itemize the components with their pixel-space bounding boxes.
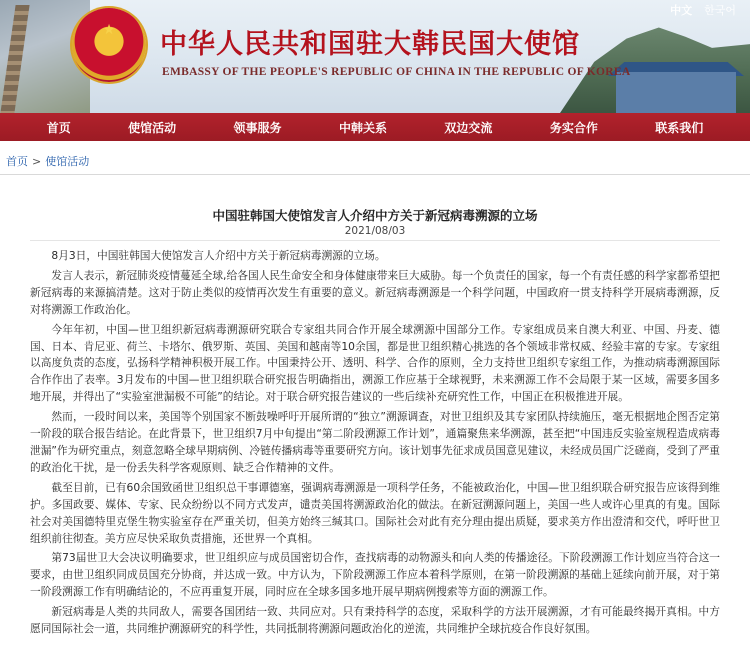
nav-item-practical-cooperation[interactable]: 务实合作 xyxy=(549,120,598,135)
site-title-en: EMBASSY OF THE PEOPLE'S REPUBLIC OF CHINA IN THE REPUBLIC OF KOREA xyxy=(162,66,631,78)
breadcrumb-divider xyxy=(0,174,750,175)
language-switcher xyxy=(670,2,736,18)
lang-korean-link[interactable]: 한국어 xyxy=(704,4,736,17)
header-banner xyxy=(0,0,750,113)
breadcrumb-home-link[interactable]: 首页 xyxy=(6,155,28,168)
article-paragraph: 8月3日，中国驻韩国大使馆发言人介绍中方关于新冠病毒溯源的立场。 xyxy=(51,249,386,262)
article-paragraph: 新冠病毒是人类的共同敌人，需要各国团结一致、共同应对。只有秉持科学的态度，采取科学的方法开展溯源，才有可能最终揭开真相。中方愿同国际社会一道，共同维护溯源研究的科学性，共同抵制将溯源问题政治化的逆流，共同维护全球抗疫合作良好氛围。 xyxy=(30,605,720,636)
breadcrumb-separator: > xyxy=(32,155,42,168)
article-paragraph: 今年年初，中国—世卫组织新冠病毒溯源研究联合专家组共同合作开展全球溯源中国部分工作。专家组成员来自澳大利亚、中国、丹麦、德国、日本、肯尼亚、荷兰、卡塔尔、俄罗斯、英国、美国和越南等10余国，都是世卫组织精心挑选的各个领域非常权威、经验丰富的专家。专家组以高度负责的态度，弘扬科学精神积极开展工作。中国秉持公开、透明、科学、合作的原则，全力支持世卫组织专家组工作，为推动病毒溯源国际合作作出了表率。3月发布的中国—世卫组织联合研究报告明确指出，溯源工作应基于全球视野，未来溯源工作不会局限于某一区域，需要多国多地开展，并得出了“实验室泄漏极不可能”的结论。对于联合研究报告建议的一些后续补充研究性工作，中国正在积极推进开展。 xyxy=(30,322,720,404)
article-date: 2021/08/03 xyxy=(344,225,406,237)
main-nav xyxy=(0,113,750,141)
article-paragraph: 截至目前，已有60余国致函世卫组织总干事谭德塞，强调病毒溯源是一项科学任务，不能被政治化，中国—世卫组织联合研究报告应该得到维护。多国政要、媒体、专家、民众纷纷以不同方式发声，谴责美国将溯源政治化的做法。在新冠溯源问题上，美国一些人或许心里真的有鬼。国际社会对美国德特里克堡生物实验室存在严重关切，但美方始终三缄其口。国际社会对此有充分理由提出质疑，要求美方作出澄清和交代，呼吁世卫组织前往彻查。美方应尽快采取负责措施，还世界一个真相。 xyxy=(30,480,720,545)
site-title-cn: 中华人民共和国驻大韩民国大使馆 xyxy=(160,29,580,60)
wall-ridge-decoration xyxy=(0,5,29,113)
article-title: 中国驻韩国大使馆发言人介绍中方关于新冠病毒溯源的立场 xyxy=(212,208,538,223)
nav-item-bilateral-exchange[interactable]: 双边交流 xyxy=(444,120,493,135)
national-emblem-icon xyxy=(72,8,146,82)
nav-item-consular-services[interactable]: 领事服务 xyxy=(233,120,282,135)
breadcrumb xyxy=(6,153,89,169)
breadcrumb-current-link[interactable]: 使馆活动 xyxy=(45,155,90,168)
lang-chinese-link[interactable]: 中文 xyxy=(670,4,693,17)
article-paragraph: 第73届世卫大会决议明确要求，世卫组织应与成员国密切合作，查找病毒的动物源头和向人类的传播途径。下阶段溯源工作计划应当符合这一要求，由世卫组织同成员国充分协商，并达成一致。中方认为，下阶段溯源工作应本着科学原则，在第一阶段溯源的基础上延续向前开展，对于第一阶段溯源工作有明确结论的，不应再重复开展，同时应在全球多国多地开展早期病例搜索等方面的溯源工作。 xyxy=(30,551,720,599)
nav-item-china-korea-relations[interactable]: 中韩关系 xyxy=(338,120,387,135)
article-paragraph: 发言人表示，新冠肺炎疫情蔓延全球,给各国人民生命安全和身体健康带来巨大威胁。每一个负责任的国家，每一个有责任感的科学家都希望把新冠病毒的来源搞清楚。这对于防止类似的疫情再次发生有重要的意义。新冠病毒溯源是一个科学问题，中国政府一贯支持科学开展病毒溯源，反对将溯源工作政治化。 xyxy=(30,268,720,316)
article-body xyxy=(30,248,720,641)
nav-item-embassy-activities[interactable]: 使馆活动 xyxy=(128,120,177,135)
article-paragraph: 然而，一段时间以来，美国等个别国家不断鼓噪呼吁开展所谓的“独立”溯源调查，对世卫组织及其专家团队持续施压，毫无根据地企图否定第一阶段的联合报告结论。在此背景下，世卫组织7月中旬提出“第二阶段溯源工作计划”，通篇聚焦来华溯源，甚至把“中国违反实验室规程造成病毒泄漏”作为研究重点，刻意忽略全球早期病例、冷链传播病毒等重要研究方向。该计划事先征求成员国意见建议，未经成员国广泛磋商，受到了严重的政治化干扰，是一份丢失科学客观原则、缺乏合作精神的文件。 xyxy=(30,410,720,474)
nav-item-contact-us[interactable]: 联系我们 xyxy=(655,120,704,135)
palace-image xyxy=(616,72,736,113)
article-divider xyxy=(30,240,720,241)
nav-item-home[interactable]: 首页 xyxy=(46,120,71,135)
star-icon: ★ xyxy=(102,21,116,38)
